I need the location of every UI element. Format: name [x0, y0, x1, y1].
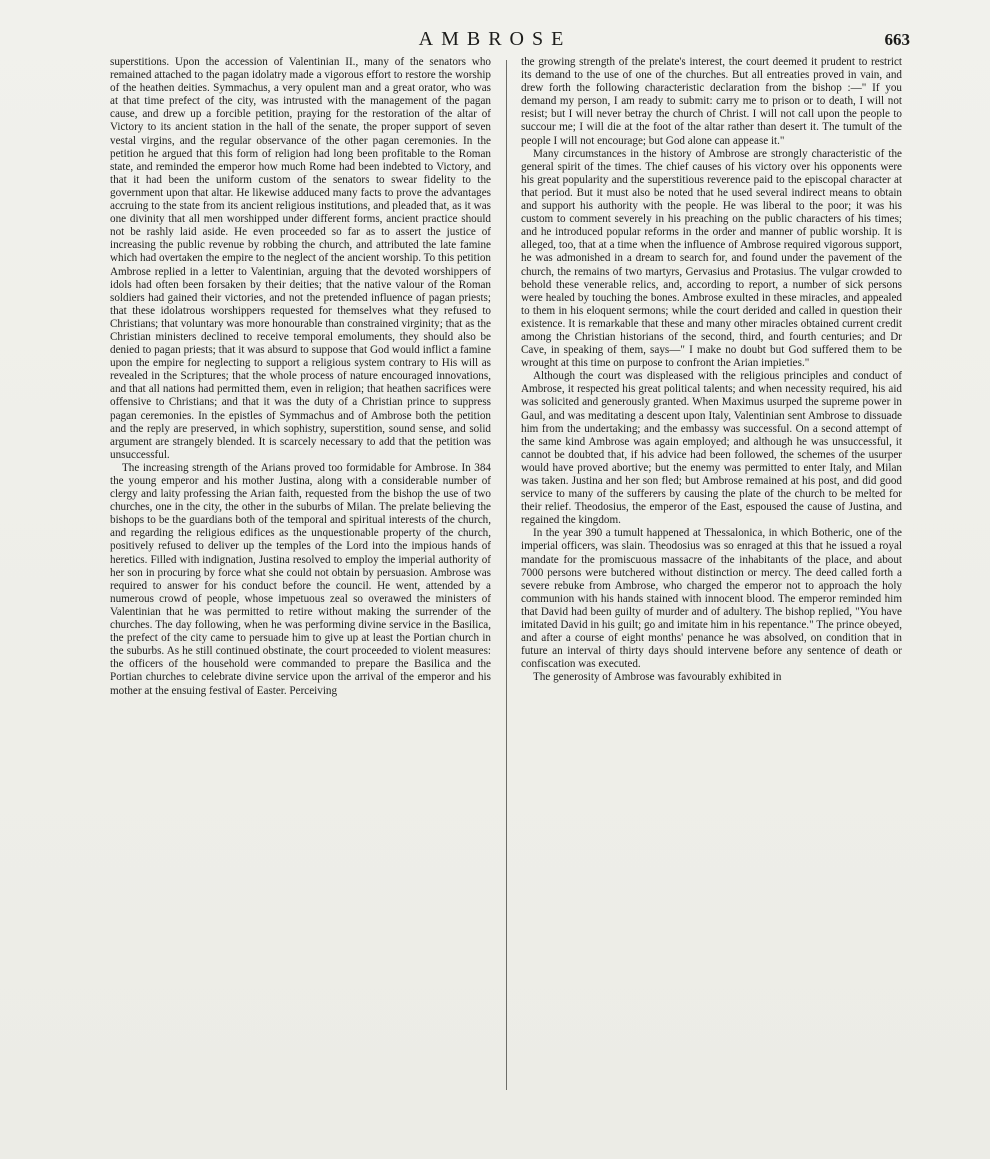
paragraph: Many circumstances in the history of Ambrose are strongly characteristic of the general spirit of the times. The chief causes of his victory over his opponents were his great popularity and the superstitious reverence paid to the episcopal character at that period. But it must also be noted that he used several indirect means to obtain and support his authority with the people. He was liberal to the poor; it was his custom to comment severely in his preaching on the public characters of his times; and he introduced popular reforms in the order and manner of public worship. It is alleged, too, that at a time when the influence of Ambrose required vigorous support, he was admonished in a dream to search for, and found under the pavement of the church, the remains of two martyrs, Gervasius and Protasius. The vulgar crowded to behold these venerable relics, and, according to report, a number of sick persons were healed by touching the bones. Ambrose exulted in these miracles, and appealed to them in his eloquent sermons; while the court derided and called in question their existence. It is remarkable that these and many other miracles obtained current credit among the Christian historians of the second, third, and fourth centuries; and Dr Cave, in speaking of them, says—" I make no doubt but God suffered them to be wrought at this time on purpose to confront the Arian impieties." — [521, 147, 902, 370]
paragraph: superstitions. Upon the accession of Valentinian II., many of the senators who remained attached to the pagan idolatry made a vigorous effort to restore the worship of the heathen deities. Symmachus, a very opulent man and a great orator, who was at that time prefect of the city, was intrusted with the management of the pagan cause, and drew up a forcible petition, praying for the restoration of the altar of Victory to its ancient station in the hall of the senate, the proper support of seven vestal virgins, and the regular observance of the other pagan ceremonies. In the petition he argued that this form of religion had long been profitable to the Roman state, and reminded the emperor how much Rome had been indebted to Victory, and that it had been the uniform custom of the senators to swear fidelity to the government upon that altar. He likewise adduced many facts to prove the advantages accruing to the state from its ancient religious institutions, and pleaded that, as it was one divinity that all men worshipped under different forms, ancient practice should not be rashly laid aside. He even proceeded so far as to assert the justice of increasing the public revenue by robbing the church, and attributed the late famine which had overtaken the empire to the neglect of the ancient worship. To this petition Ambrose replied in a letter to Valentinian, arguing that the devoted worshippers of idols had often been forsaken by their deities; that the native valour of the Roman soldiers had gained their victories, and not the pretended influence of pagan priests; that these idolatrous worshippers requested for themselves what they refused to Christians; that voluntary was more honourable than constrained virginity; that as the Christian ministers declined to receive temporal emoluments, they should also be denied to pagan priests; that it was absurd to suppose that God would inflict a famine upon the empire for neglecting to support a religious system contrary to His will as revealed in the Scriptures; that the whole process of nature encouraged innovations, and that all nations had permitted them, even in religion; that heathen sacrifices were offensive to Christians; and that it was the duty of a Christian prince to suppress pagan ceremonies. In the epistles of Symmachus and of Ambrose both the petition and the reply are preserved, in which sophistry, superstition, sound sense, and solid argument are strangely blended. It is scarcely necessary to add that the petition was unsuccessful. — [110, 56, 491, 461]
page-number: 663 — [884, 30, 910, 49]
paragraph: In the year 390 a tumult happened at Thessalonica, in which Botheric, one of the imperial officers, was slain. Theodosius was so enraged at this that he issued a royal mandate for the promiscuous massacre of the inhabitants of the place, and about 7000 persons were butchered without distinction or mercy. The deed called forth a severe rebuke from Ambrose, who charged the emperor not to approach the holy communion with his hands stained with innocent blood. The emperor reminded him that David had been guilty of murder and of adultery. The bishop replied, "You have imitated David in his guilt; go and imitate him in his repentance." The prince obeyed, and after a course of eight months' penance he was absolved, on condition that in future an interval of thirty days should intervene before any sentence of death or confiscation was executed. — [521, 527, 902, 671]
paragraph: the growing strength of the prelate's interest, the court deemed it prudent to restrict its demand to the use of one of the churches. But all entreaties proved in vain, and drew forth the following characteristic declaration from the bishop :—" If you demand my person, I am ready to submit: carry me to prison or to death, I will not resist; but I will never betray the church of Christ. I will not call upon the people to succour me; I will die at the foot of the altar rather than desert it. The tumult of the people I will not encourage; but God alone can appease it." — [521, 56, 902, 147]
paragraph: Although the court was displeased with the religious principles and conduct of Ambrose, it respected his great political talents; and when necessity required, his aid was solicited and generously granted. When Maximus usurped the supreme power in Gaul, and was meditating a descent upon Italy, Valentinian sent Ambrose to dissuade him from the undertaking; and the embassy was successful. On a second attempt of the same kind Ambrose was again employed; and although he was unsuccessful, it cannot be doubted that, if his advice had been followed, the schemes of the usurper would have proved abortive; but the enemy was permitted to enter Italy, and Milan was taken. Justina and her son fled; but Ambrose remained at his post, and did good service to many of the sufferers by causing the plate of the church to be melted for their relief. Theodosius, the emperor of the East, espoused the cause of Justina, and regained the kingdom. — [521, 370, 902, 527]
left-column — [110, 56, 491, 1096]
right-column — [521, 56, 902, 1096]
text-columns — [110, 56, 902, 1096]
column-divider — [506, 60, 507, 1090]
paragraph: The generosity of Ambrose was favourably exhibited in — [533, 671, 782, 684]
running-head: AMBROSE — [418, 28, 572, 50]
paragraph: The increasing strength of the Arians proved too formidable for Ambrose. In 384 the young emperor and his mother Justina, along with a considerable number of clergy and laity professing the Arian faith, requested from the bishop the use of two churches, one in the city, the other in the suburbs of Milan. The prelate believing the bishops to be the guardians both of the temporal and spiritual interests of the church, and regarding the religious edifices as the unquestionable property of the church, positively refused to deliver up the temples of the Lord into the impious hands of heretics. Filled with indignation, Justina resolved to employ the imperial authority of her son in procuring by force what she could not obtain by persuasion. Ambrose was required to answer for his conduct before the council. He went, attended by a numerous crowd of people, whose impetuous zeal so overawed the ministers of Valentinian that he was permitted to retire without making the surrender of the churches. The day following, when he was performing divine service in the Basilica, the prefect of the city came to persuade him to give up at least the Portian church in the suburbs. As he still continued obstinate, the court proceeded to violent measures: the officers of the household were commanded to prepare the Basilica and the Portian churches to celebrate divine service upon the arrival of the emperor and his mother at the ensuing festival of Easter. Perceiving — [110, 461, 491, 697]
page-header — [80, 28, 910, 58]
